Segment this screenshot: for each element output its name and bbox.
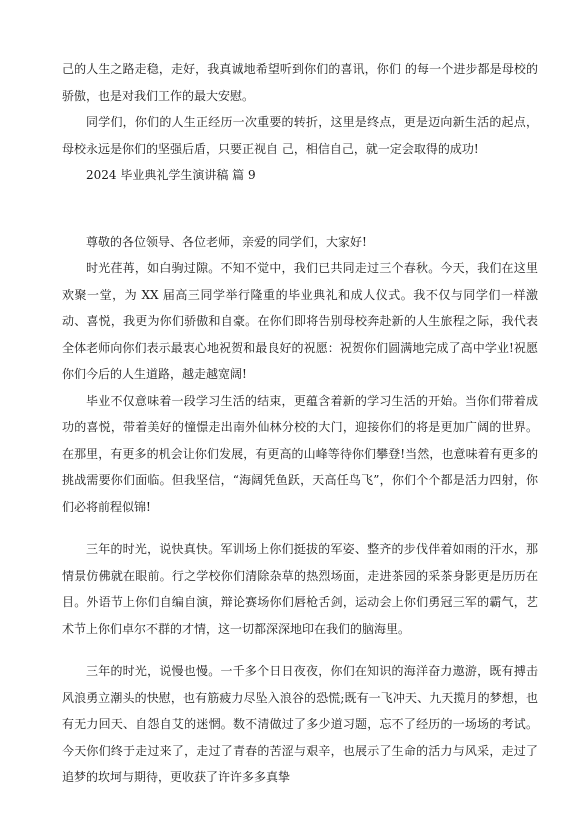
paragraph-time-flies: 时光荏苒，如白驹过隙。不知不觉中，我们已共同走过三个春秋。今天，我们在这里欢聚一堂，为 XX 届高三同学举行隆重的毕业典礼和成人仪式。我不仅与同学们一样激动、喜悦，我更为你们骄傲和自豪。在你们即将告别母校奔赴新的人生旅程之际，我代表全体老师向你们表示最衷心地祝贺和最良好的祝愿：祝贺你们圆满地完成了高中学业!祝愿你们今后的人生道路，越走越宽阔! [62,261,538,381]
paragraph-three-years-slow: 三年的时光，说慢也慢。一千多个日日夜夜，你们在知识的海洋奋力遨游，既有搏击风浪勇立潮头的快慰，也有筋疲力尽坠入浪谷的恐慌;既有一飞冲天、九天揽月的梦想，也有无力回天、自怨自艾的迷惘。数不清做过了多少道习题，忘不了经历的一场场的考试。今天你们终于走过来了，走过了青春的苦涩与艰辛，也展示了生命的活力与风采，走过了追梦的坎坷与期待，更收获了许许多多真挚 [62,664,538,784]
paragraph-closing-wishes: 己的人生之路走稳，走好，我真诚地希望听到你们的喜讯，你们 的每一个进步都是母校的骄傲，也是对我们工作的最大安慰。 [62,62,538,103]
paragraph-greeting: 尊敬的各位领导、各位老师，亲爱的同学们，大家好! [86,234,367,249]
section-title: 2024 毕业典礼学生演讲稿 篇 9 [86,168,256,182]
paragraph-graduation-meaning: 毕业不仅意味着一段学习生活的结束，更蕴含着新的学习生活的开始。当你们带着成功的喜悦，带着美好的憧憬走出南外仙林分校的大门，迎接你们的将是更加广阔的世界。在那里，有更多的机会让你们发展，有更高的山峰等待你们攀登!当然，也意味着有更多的挑战需要你们面临。但我坚信，“海阔凭鱼跃，天高任鸟飞”，你们个个都是活力四射，你们必将前程似锦! [62,393,538,514]
paragraph-three-years-fast: 三年的时光，说快真快。军训场上你们挺拔的军姿、整齐的步伐伴着如雨的汗水，那情景仿佛就在眼前。行之学校你们清除杂草的热烈场面，走进茶园的采茶身影更是历历在目。外语节上你们自编自演，辩论赛场你们唇枪舌剑，运动会上你们勇冠三军的霸气，艺术节上你们卓尔不群的才情，这一切都深深地印在我们的脑海里。 [62,542,538,636]
paragraph-encouragement: 同学们，你们的人生正经历一次重要的转折，这里是终点，更是迈向新生活的起点，母校永远是你们的坚强后盾，只要正视自 己，相信自己，就一定会取得的成功! [62,115,538,156]
